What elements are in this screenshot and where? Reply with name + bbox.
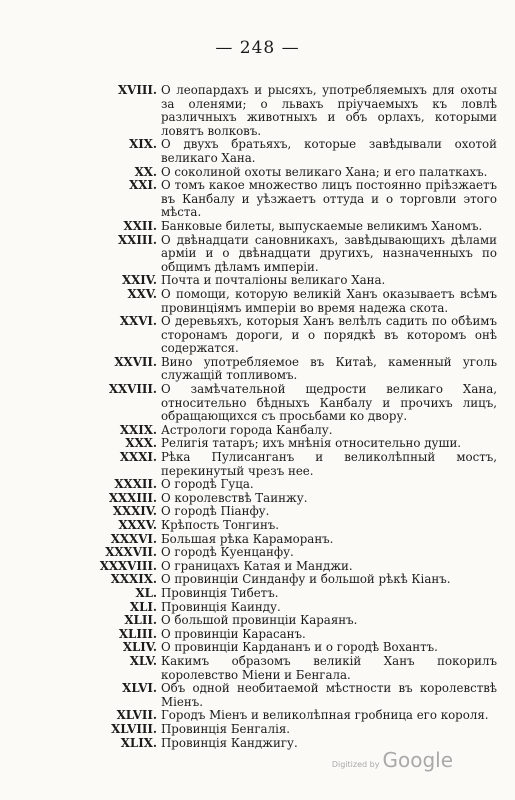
toc-entry	[0, 519, 515, 533]
chapter-number: XXXIII.	[108, 490, 157, 505]
toc-entry	[0, 655, 515, 682]
toc-entry	[0, 709, 515, 723]
toc-entry	[0, 505, 515, 519]
toc-entry	[0, 179, 515, 220]
toc-entry	[0, 492, 515, 506]
chapter-number: XLIII.	[118, 626, 157, 641]
chapter-title: О двухъ братьяхъ, которые завѣдывали охотой великаго Хана.	[161, 137, 497, 165]
chapter-number: XXXIX.	[110, 572, 157, 587]
toc-entry	[0, 614, 515, 628]
chapter-title: О границахъ Катая и Манджи.	[161, 558, 353, 573]
chapter-number: XXXII.	[114, 477, 157, 492]
chapter-title: Банковые билеты, выпускаемые великимъ Ханомъ.	[161, 218, 483, 233]
toc-entry	[0, 573, 515, 587]
chapter-number: XLVII.	[116, 708, 157, 723]
chapter-title: О замѣчательной щедрости великаго Хана, относительно бѣдныхъ Канбалу и прочихъ лицъ, обращающихся съ просьбами ко двору.	[161, 382, 497, 424]
chapter-title: Рѣка Пулисанганъ и великолѣпный мостъ, перекинутый чрезъ нее.	[161, 450, 497, 478]
chapter-number: XXXI.	[119, 450, 157, 465]
chapter-title: Провинція Канджигу.	[161, 735, 298, 750]
toc-entry	[0, 220, 515, 234]
chapter-number: XXIII.	[118, 232, 157, 247]
toc-entry	[0, 315, 515, 356]
toc-entry	[0, 601, 515, 615]
chapter-title: О деревьяхъ, которыя Ханъ велѣлъ садить по обѣимъ сторонамъ дороги, и о порядкѣ въ которомъ онѣ содержатся.	[161, 314, 497, 356]
chapter-number: XXXVII.	[105, 545, 157, 560]
chapter-title: О королевствѣ Таинжу.	[161, 490, 308, 505]
chapter-title: О помощи, которую великій Ханъ оказываетъ всѣмъ провинціямъ имперіи во время надежа скота.	[161, 286, 497, 315]
toc-entry	[0, 546, 515, 560]
chapter-title: О провинціи Синданфу и большой рѣкѣ Кіанъ.	[161, 572, 451, 587]
chapter-number: XXVI.	[119, 314, 157, 329]
toc-entry	[0, 723, 515, 737]
chapter-title: Почта и почталіоны великаго Хана.	[161, 273, 386, 288]
chapter-title: О городѣ Куенцанфу.	[161, 545, 294, 560]
chapter-number: XXVII.	[114, 354, 157, 369]
chapter-number: XXX.	[125, 436, 157, 451]
toc-entry	[0, 437, 515, 451]
chapter-number: XX.	[134, 164, 157, 179]
toc-entry	[0, 641, 515, 655]
chapter-number: XLVIII.	[111, 721, 157, 736]
chapter-title: Какимъ образомъ великій Ханъ покорилъ королевство Міени и Бенгала.	[161, 653, 497, 682]
toc-entry	[0, 356, 515, 383]
chapter-number: XXXVI.	[110, 531, 157, 546]
chapter-number: XLV.	[129, 653, 157, 668]
toc-entry	[0, 84, 515, 138]
chapter-title: Провинція Каинду.	[161, 599, 281, 614]
toc-entry	[0, 166, 515, 180]
chapter-title: О городѣ Гуца.	[161, 477, 254, 492]
table-of-contents	[0, 84, 515, 750]
chapter-title: Городъ Міенъ и великолѣпная гробница его короля.	[161, 708, 489, 723]
toc-entry	[0, 288, 515, 315]
chapter-title: Религія татаръ; ихъ мнѣнія относительно души.	[161, 436, 462, 451]
chapter-title: Астрологи города Канбалу.	[161, 422, 333, 437]
chapter-number: XVIII.	[118, 83, 157, 97]
chapter-title: Крѣпость Тонгинъ.	[161, 518, 280, 532]
chapter-number: XIX.	[129, 137, 157, 152]
chapter-number: XXXV.	[118, 518, 157, 532]
toc-entry	[0, 560, 515, 574]
chapter-number: XXIV.	[121, 273, 157, 288]
toc-entry	[0, 478, 515, 492]
chapter-number: XXV.	[127, 286, 157, 301]
chapter-title: О томъ какое множество лицъ постоянно пріѣзжаетъ въ Канбалу и уѣзжаетъ оттуда и о торговли этого мѣста.	[161, 178, 497, 220]
toc-entry	[0, 383, 515, 424]
chapter-title: Вино употребляемое въ Китаѣ, каменный уголь служащій топливомъ.	[161, 354, 497, 383]
toc-entry	[0, 628, 515, 642]
chapter-number: XLVI.	[122, 681, 157, 696]
chapter-number: XXXIV.	[112, 504, 157, 519]
chapter-number: XXIX.	[119, 422, 157, 437]
chapter-number: XXXVIII.	[99, 558, 157, 573]
chapter-number: XLI.	[129, 599, 157, 614]
digitized-by-google-watermark	[332, 748, 453, 772]
page-number: — 248 —	[215, 38, 300, 58]
watermark-prefix: Digitized by	[331, 760, 380, 769]
chapter-number: XL.	[135, 585, 157, 600]
chapter-title: О городѣ Піанфу.	[161, 504, 270, 519]
chapter-title: Большая рѣка Караморанъ.	[161, 531, 334, 546]
chapter-title: Провинція Тибетъ.	[161, 585, 279, 600]
chapter-title: Провинція Бенгалія.	[161, 721, 291, 736]
toc-entry	[0, 274, 515, 288]
toc-entry	[0, 533, 515, 547]
chapter-number: XXII.	[123, 218, 157, 233]
chapter-title: О двѣнадцати сановникахъ, завѣдывающихъ дѣлами арміи и о двѣнадцати другихъ, назначенныхъ по общимъ дѣламъ имперіи.	[161, 232, 497, 274]
chapter-title: Объ одной необитаемой мѣстности въ королевствѣ Міенъ.	[161, 681, 497, 709]
toc-entry	[0, 451, 515, 478]
toc-entry	[0, 424, 515, 438]
chapter-number: XXI.	[129, 178, 157, 193]
chapter-title: О леопардахъ и рысяхъ, употребляемыхъ для охоты за оленями; о львахъ пріучаемыхъ къ ловлѣ различныхъ животныхъ и объ орлахъ, которыми ловятъ волковъ.	[161, 83, 497, 138]
toc-entry	[0, 682, 515, 709]
chapter-title: О провинціи Карасанъ.	[161, 626, 306, 641]
toc-entry	[0, 138, 515, 165]
chapter-number: XLIX.	[120, 735, 157, 750]
toc-entry	[0, 234, 515, 275]
chapter-title: О большой провинціи Караянъ.	[161, 613, 358, 628]
toc-entry	[0, 587, 515, 601]
watermark-brand: Google	[382, 748, 453, 772]
chapter-title: О соколиной охоты великаго Хана; и его палаткахъ.	[161, 164, 488, 179]
chapter-title: О провинціи Кардананъ и о городѣ Вохантъ.	[161, 640, 438, 655]
chapter-number: XXVIII.	[108, 382, 157, 397]
chapter-number: XLIV.	[122, 640, 157, 655]
chapter-number: XLII.	[124, 613, 157, 628]
